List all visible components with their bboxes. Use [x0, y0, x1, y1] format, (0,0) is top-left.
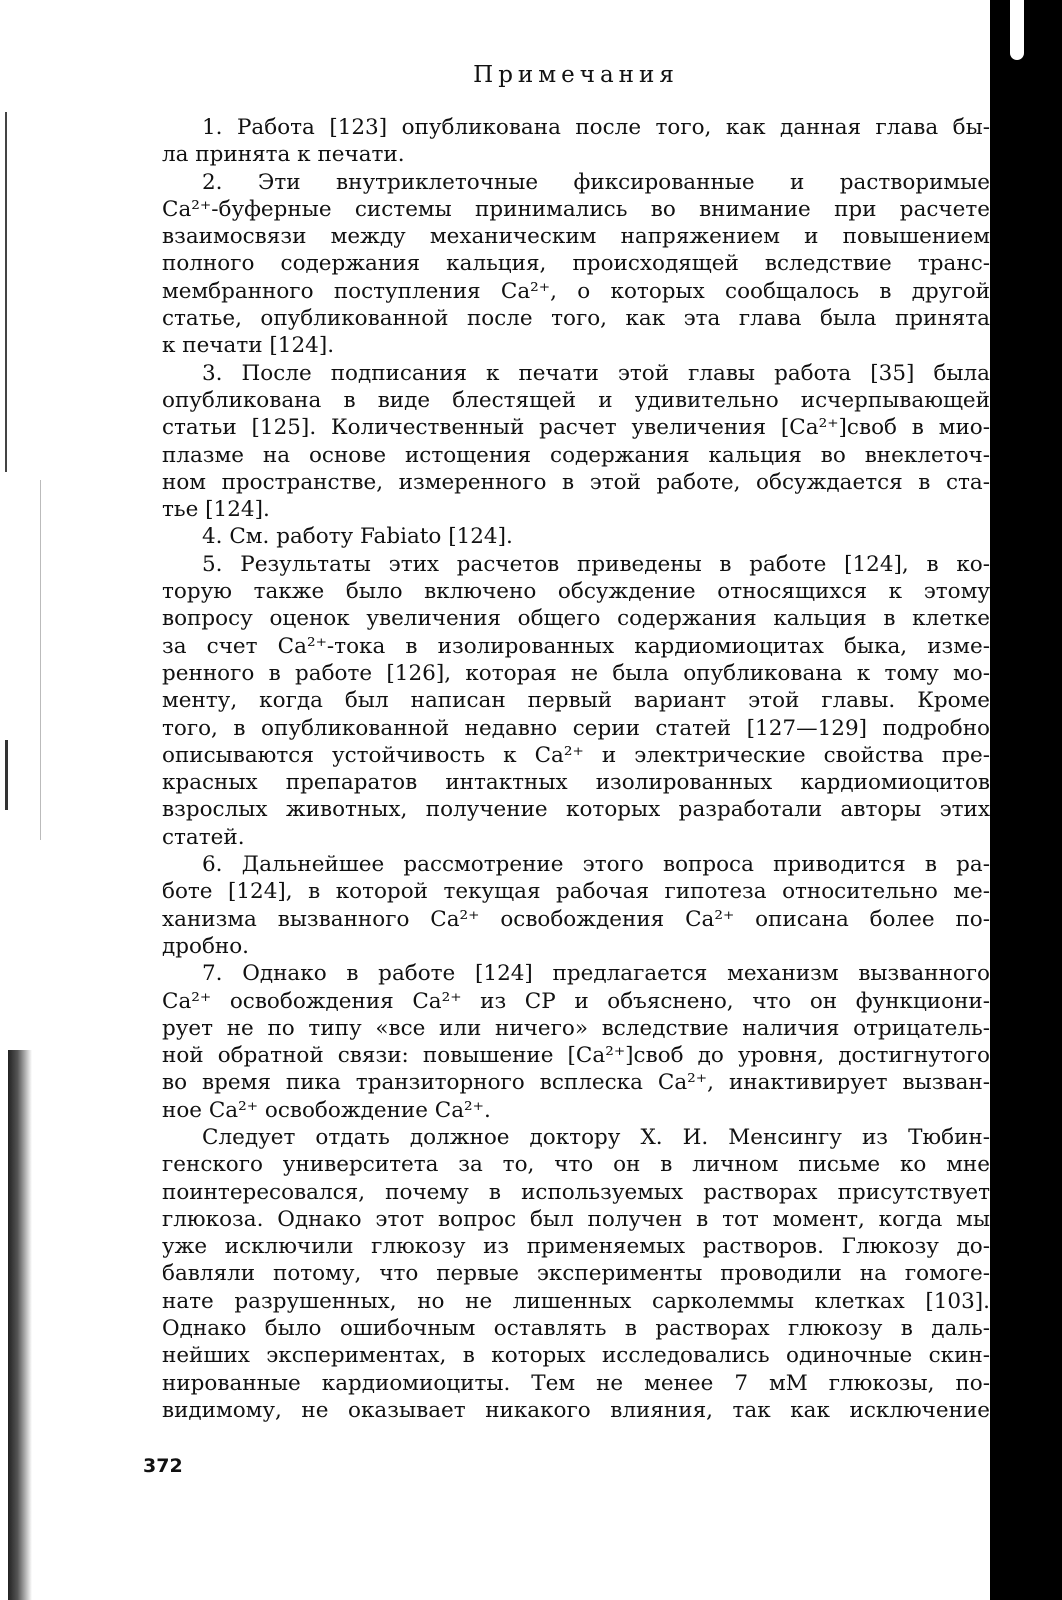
text-line: плазме на основе истощения содержания кальция во внеклеточ-: [162, 442, 990, 468]
text-line: мембранного поступления Ca²⁺, о которых сообщалось в другой: [162, 278, 990, 304]
scan-edge-mark: [5, 112, 7, 472]
text-line: тье [124].: [162, 497, 270, 523]
text-line: Ca²⁺ освобождения Ca²⁺ из СР и объяснено, что он функциони-: [162, 988, 990, 1014]
text-line: красных препаратов интактных изолированных кардиомиоцитов: [162, 770, 990, 796]
text-line: описываются устойчивость к Ca²⁺ и электрические свойства пре-: [162, 742, 990, 768]
text-line: генского университета за то, что он в личном письме ко мне: [162, 1152, 990, 1178]
text-line: торую также было включено обсуждение относящихся к этому: [162, 579, 990, 605]
text-line: глюкоза. Однако этот вопрос был получен в тот момент, когда мы: [162, 1206, 990, 1232]
text-line: опубликована в виде блестящей и удивительно исчерпывающей: [162, 387, 990, 413]
text-line: поинтересовался, почему в используемых растворах присутствует: [162, 1179, 990, 1205]
scan-edge-shadow: [990, 0, 1062, 1600]
text-line: дробно.: [162, 933, 249, 959]
scan-edge-notch: [1010, 0, 1024, 60]
text-line: вопросу оценок увеличения общего содержания кальция в клетке: [162, 606, 990, 632]
text-line: ханизма вызванного Ca²⁺ освобождения Ca²⁺ описана более по-: [162, 906, 990, 932]
text-line: взаимосвязи между механическим напряжением и повышением: [162, 224, 990, 250]
text-line: уже исключили глюкозу из применяемых растворов. Глюкозу до-: [162, 1234, 990, 1260]
scan-edge-mark: [40, 480, 41, 840]
text-line: 5. Результаты этих расчетов приведены в работе [124], в ко-: [202, 551, 990, 577]
notes-body: [162, 114, 990, 1424]
text-line: ное Ca²⁺ освобождение Ca²⁺.: [162, 1097, 491, 1123]
text-line: статей.: [162, 824, 245, 850]
page-number: 372: [143, 1455, 183, 1477]
text-line: рует не по типу «все или ничего» вследствие наличия отрицатель-: [162, 1015, 990, 1041]
text-line: статьи [125]. Количественный расчет увеличения [Ca²⁺]своб в мио-: [162, 415, 990, 441]
text-line: 1. Работа [123] опубликована после того, как данная глава бы-: [202, 115, 990, 140]
text-line: 7. Однако в работе [124] предлагается механизм вызванного: [202, 961, 990, 987]
text-line: 2. Эти внутриклеточные фиксированные и растворимые: [202, 169, 990, 195]
scan-edge-mark: [5, 740, 8, 810]
text-line: ной обратной связи: повышение [Ca²⁺]своб до уровня, достигнутого: [162, 1043, 990, 1069]
text-line: ном пространстве, измеренного в этой работе, обсуждается в ста-: [162, 469, 990, 495]
text-line: к печати [124].: [162, 333, 335, 359]
text-line: нированные кардиомиоциты. Тем не менее 7 мМ глюкозы, по-: [162, 1370, 990, 1396]
text-line: боте [124], в которой текущая рабочая гипотеза относительно ме-: [162, 879, 990, 905]
text-line: Однако было ошибочным оставлять в растворах глюкозу в даль-: [162, 1316, 990, 1342]
text-line: ренного в работе [126], которая не была опубликована к тому мо-: [162, 660, 990, 686]
scan-edge-shadow: [8, 1050, 32, 1600]
text-line: 4. См. работу Fabiato [124].: [202, 524, 513, 550]
text-line: бавляли потому, что первые эксперименты проводили на гомоге-: [162, 1261, 990, 1287]
text-line: 6. Дальнейшее рассмотрение этого вопроса приводится в ра-: [202, 852, 990, 878]
text-line: взрослых животных, получение которых разработали авторы этих: [162, 797, 990, 823]
text-line: полного содержания кальция, происходящей вследствие транс-: [162, 251, 990, 277]
text-line: Следует отдать должное доктору Х. И. Менсингу из Тюбин-: [202, 1124, 990, 1150]
text-line: Ca²⁺-буферные системы принимались во внимание при расчете: [162, 196, 990, 222]
text-line: статье, опубликованной после того, как эта глава была принята: [162, 306, 990, 332]
text-line: 3. После подписания к печати этой главы работа [35] была: [202, 360, 990, 386]
text-line: нейших экспериментах, в которых исследовались одиночные скин-: [162, 1343, 990, 1369]
section-heading: Примечания: [473, 62, 679, 88]
text-line: за счет Ca²⁺-тока в изолированных кардиомиоцитах быка, изме-: [162, 633, 990, 659]
text-line: во время пика транзиторного всплеска Ca²⁺, инактивирует вызван-: [162, 1070, 990, 1096]
text-line: нате разрушенных, но не лишенных сарколеммы клетках [103].: [162, 1288, 990, 1314]
text-line: того, в опубликованной недавно серии статей [127—129] подробно: [162, 715, 990, 741]
text-line: менту, когда был написан первый вариант этой главы. Кроме: [162, 688, 990, 714]
text-line: ла принята к печати.: [162, 142, 405, 168]
text-line: видимому, не оказывает никакого влияния, так как исключение: [162, 1397, 990, 1423]
